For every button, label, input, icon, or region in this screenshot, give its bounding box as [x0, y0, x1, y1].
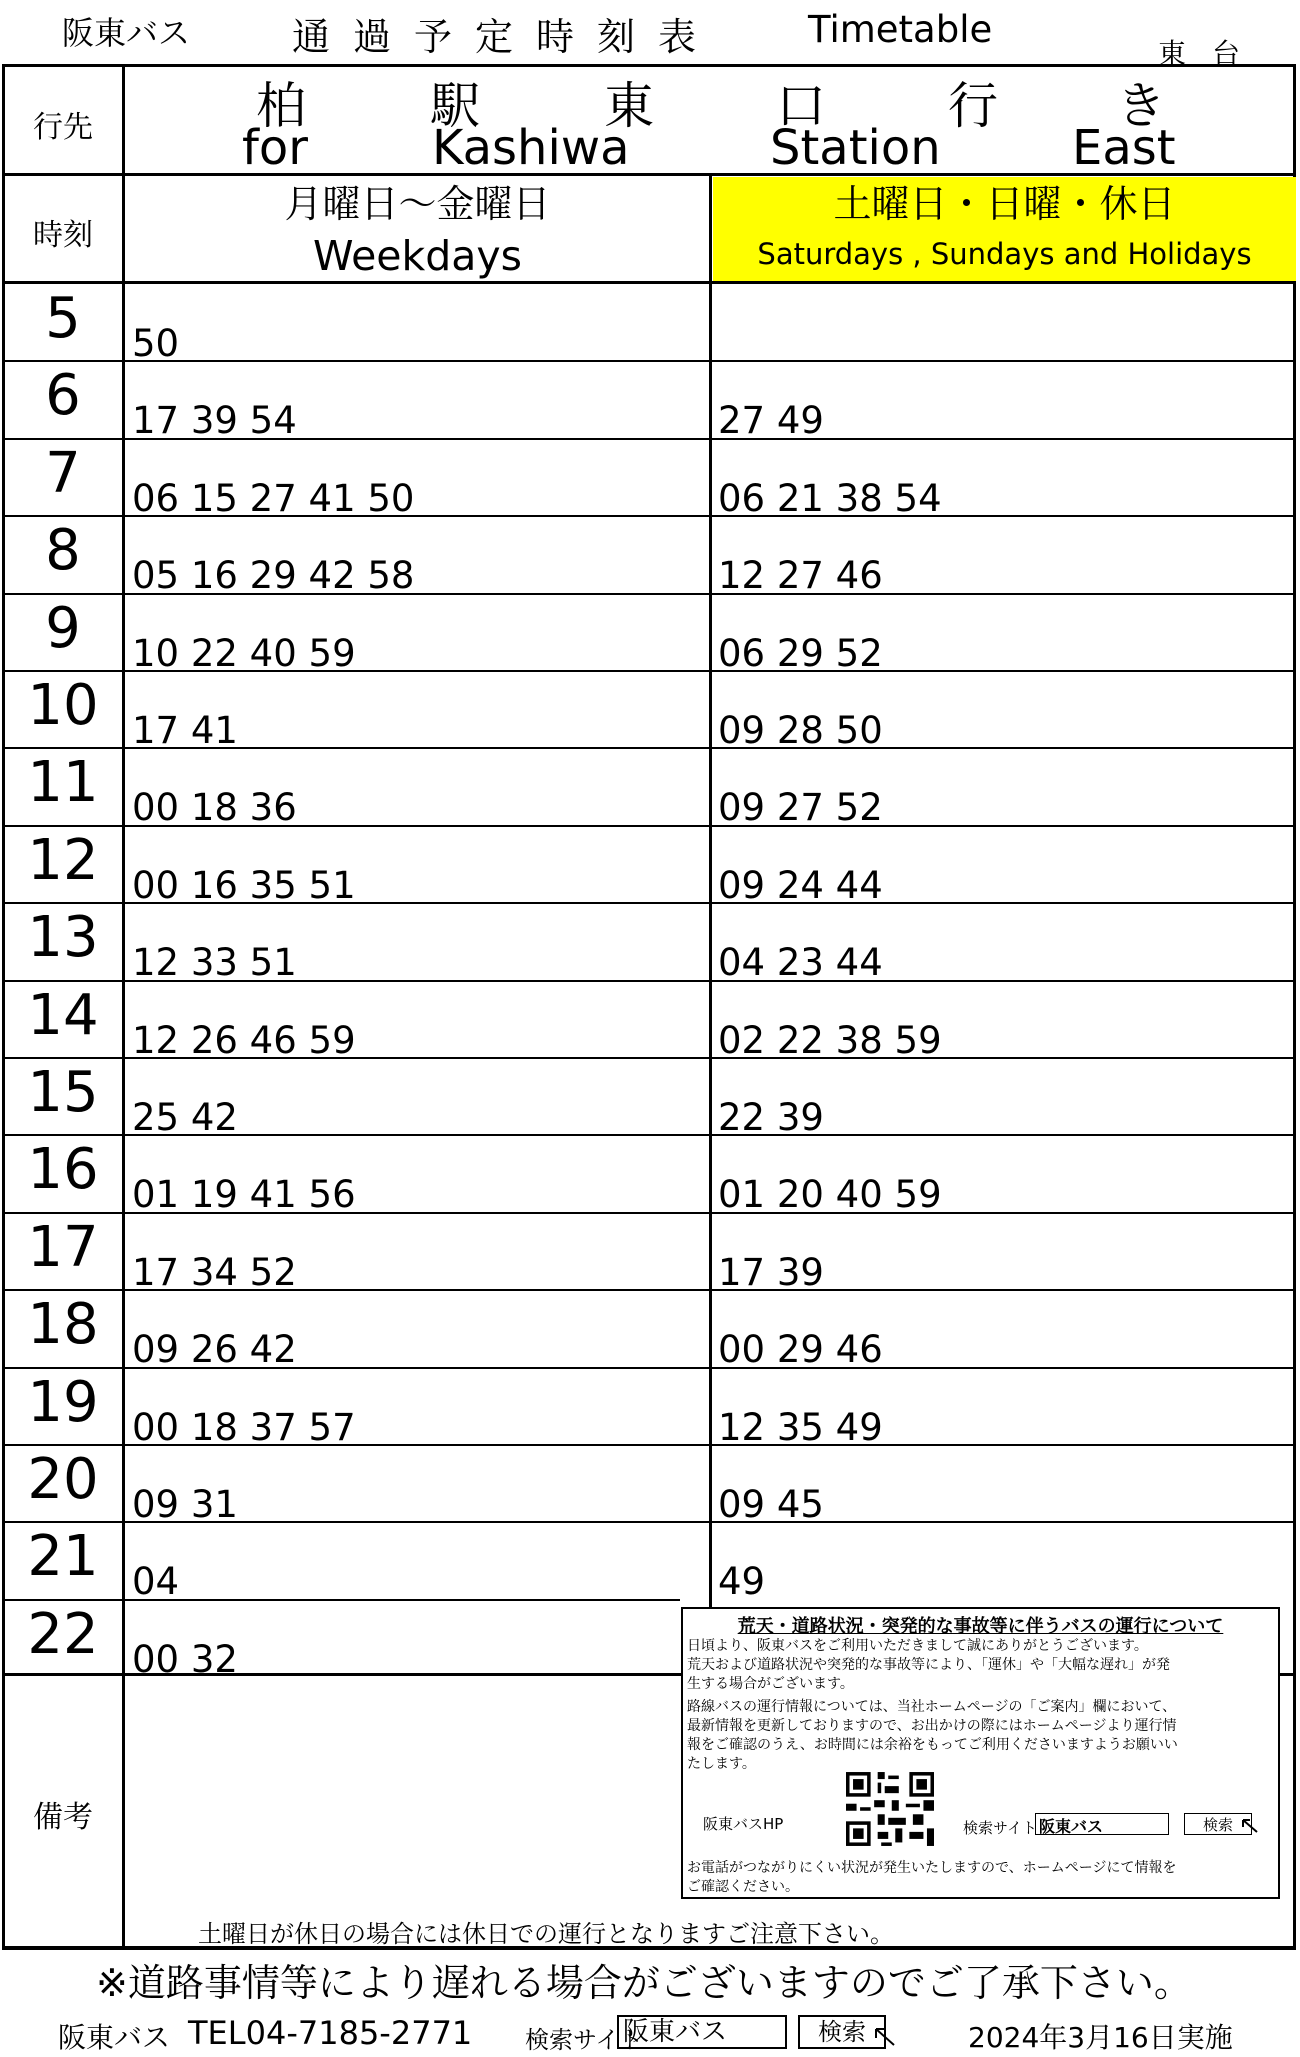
hour-label: 20: [27, 1447, 99, 1512]
timetable-title-en: Timetable: [808, 8, 993, 51]
grid-divider: [709, 175, 712, 1607]
delay-warning: ※道路事情等により遅れる場合がございますのでご了承下さい。: [96, 1961, 1192, 2005]
notice-line: 荒天および道路状況や突発的な事故等により、「運休」や「大幅な遅れ」が発: [687, 1657, 1170, 1673]
hour-label: 5: [45, 286, 81, 351]
notice-line: ご確認ください。: [687, 1879, 799, 1895]
hour-label: 13: [27, 905, 99, 971]
destination-jp-6: き: [1116, 77, 1166, 135]
holiday-times: 12 35 49: [718, 1405, 883, 1449]
remarks-text: 土曜日が休日の場合には休日での運行となりますご注意下さい。: [198, 1920, 894, 1948]
homepage-label: 阪東バスHP: [703, 1815, 784, 1833]
destination-jp-2: 駅: [430, 77, 480, 135]
weekday-times: 17 41: [132, 709, 238, 752]
weekday-times: 00 18 37 57: [132, 1405, 356, 1449]
notice-line: たします。: [687, 1756, 756, 1772]
destination-en-3: Station: [770, 120, 941, 176]
hour-label: 14: [27, 982, 99, 1048]
holiday-times: 09 45: [718, 1483, 824, 1526]
footer-search-button: [798, 2015, 886, 2049]
holiday-times: 01 20 40 59: [718, 1173, 942, 1217]
grid-divider: [122, 64, 125, 1950]
weekday-times: 00 16 35 51: [132, 863, 356, 907]
destination-jp-3: 東: [604, 77, 654, 135]
timetable-title-jp: 通過予定時刻表: [292, 15, 720, 59]
notice-line: 最新情報を更新しておりますので、お出かけの際にはホームページより運行情: [687, 1718, 1177, 1734]
holiday-times: 49: [718, 1560, 766, 1604]
destination-en-4: East: [1072, 120, 1176, 176]
weekday-times: 12 33 51: [132, 941, 297, 985]
row-divider: [2, 1599, 680, 1601]
hour-label: 16: [27, 1137, 99, 1203]
destination-en-2: Kashiwa: [432, 120, 630, 176]
destination-jp-1: 柏: [256, 77, 306, 135]
notice-line: 生する場合がございます。: [687, 1676, 854, 1692]
hour-label: 7: [45, 440, 81, 506]
footer-company: 阪東バス: [58, 2021, 171, 2054]
cursor-arrow-icon: [1241, 1818, 1259, 1834]
weekday-column-header: [126, 177, 709, 281]
hour-label: 12: [27, 827, 99, 893]
hour-label: 22: [27, 1601, 99, 1667]
bus-stop-name: 東台: [1158, 37, 1267, 70]
holiday-times: 00 29 46: [718, 1328, 883, 1372]
holiday-times: 09 27 52: [718, 786, 883, 830]
holiday-times: 17 39: [718, 1250, 824, 1294]
footer-phone: TEL04-7185-2771: [188, 2014, 473, 2052]
holiday-times: 06 29 52: [718, 631, 883, 675]
holiday-times: 02 22 38 59: [718, 1018, 942, 1062]
holiday-en: Saturdays , Sundays and Holidays: [757, 237, 1252, 271]
holiday-times: 04 23 44: [718, 941, 883, 985]
page-header: [0, 0, 1300, 70]
weekday-times: 06 15 27 41 50: [132, 476, 415, 520]
weekday-times: 17 39 54: [132, 399, 297, 443]
weekday-times: 25 42: [132, 1096, 238, 1139]
hour-label: 10: [27, 673, 99, 738]
hour-label: 19: [27, 1369, 99, 1435]
weekday-jp: 月曜日～金曜日: [284, 182, 551, 226]
notice-line: 日頃より、阪東バスをご利用いただきまして誠にありがとうございます。: [687, 1638, 1148, 1654]
holiday-times: 09 24 44: [718, 863, 883, 907]
weekday-en: Weekdays: [312, 232, 523, 280]
notice-search-button: [1184, 1813, 1252, 1835]
footer-search-input: 阪東バス: [617, 2015, 787, 2049]
weekday-times: 17 34 52: [132, 1250, 297, 1294]
destination-label: 行先: [33, 110, 93, 145]
hour-label: 6: [45, 363, 81, 429]
remarks-label: 備考: [33, 1800, 93, 1835]
notice-search-button-label: 検索: [1202, 1816, 1233, 1834]
destination-jp-5: 行: [948, 77, 998, 135]
holiday-times: 09 28 50: [718, 709, 883, 752]
footer-search-label: 検索サイト: [525, 2026, 644, 2054]
weekday-times: 00 32: [132, 1637, 238, 1681]
destination-en-1: for: [242, 120, 308, 176]
weekday-times: 01 19 41 56: [132, 1173, 356, 1217]
weekday-times: 09 26 42: [132, 1328, 297, 1372]
cursor-arrow-icon: [874, 2027, 896, 2047]
hour-label: 21: [27, 1524, 99, 1590]
notice-line: 路線バスの運行情報については、当社ホームページの「ご案内」欄において、: [687, 1699, 1177, 1715]
weekday-times: 05 16 29 42 58: [132, 554, 415, 598]
hour-label: 18: [27, 1292, 99, 1358]
holiday-times: 12 27 46: [718, 554, 883, 598]
destination-jp-4: 口: [776, 77, 826, 135]
hour-label: 17: [27, 1214, 99, 1280]
hour-label: 8: [45, 518, 81, 584]
notice-line: 報をご確認のうえ、お時間には余裕をもってご利用くださいますようお願いい: [687, 1737, 1178, 1753]
notice-title: 荒天・道路状況・突発的な事故等に伴うバスの運行について: [737, 1616, 1224, 1637]
weekday-times: 00 18 36: [132, 786, 297, 830]
holiday-jp: 土曜日・日曜・休日: [833, 182, 1176, 226]
service-notice: [681, 1607, 1280, 1899]
holiday-times: 22 39: [718, 1096, 824, 1139]
footer-search-button-label: 検索: [818, 2018, 866, 2046]
holiday-times: 06 21 38 54: [718, 476, 942, 520]
weekday-times: 12 26 46 59: [132, 1018, 356, 1062]
company-name: 阪東バス: [62, 14, 191, 52]
weekday-times: 50: [132, 322, 180, 365]
notice-line: お電話がつながりにくい状況が発生いたしますので、ホームページにて情報を: [687, 1860, 1177, 1876]
row-divider: [2, 360, 1296, 362]
hour-label: 15: [27, 1060, 99, 1125]
hour-label: 9: [45, 595, 81, 661]
weekday-times: 04: [132, 1560, 180, 1604]
notice-search-label: 検索サイト: [963, 1819, 1037, 1837]
holiday-times: 27 49: [718, 399, 824, 443]
holiday-column-header: [713, 177, 1296, 281]
notice-search-input: 阪東バス: [1035, 1813, 1169, 1835]
qr-code-icon[interactable]: [846, 1772, 934, 1846]
effective-date: 2024年3月16日実施: [968, 2021, 1233, 2054]
weekday-times: 09 31: [132, 1483, 238, 1526]
time-label: 時刻: [33, 218, 93, 253]
weekday-times: 10 22 40 59: [132, 631, 356, 675]
hour-label: 11: [27, 750, 99, 816]
